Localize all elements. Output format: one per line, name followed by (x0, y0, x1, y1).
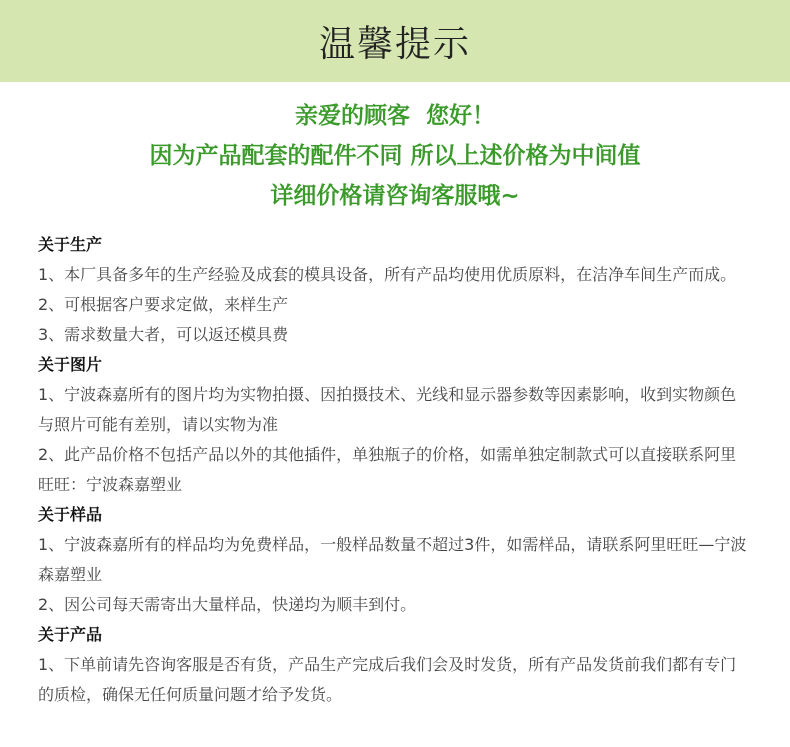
greeting-block (0, 96, 790, 216)
section-production (38, 230, 750, 350)
header-banner (0, 0, 790, 82)
section-heading-pictures: 关于图片 (38, 355, 103, 374)
list-item: 1、宁波森嘉所有的样品均为免费样品，一般样品数量不超过3件，如需样品，请联系阿里旺旺—宁波森嘉塑业 (38, 535, 747, 584)
list-item: 1、下单前请先咨询客服是否有货，产品生产完成后我们会及时发货，所有产品发货前我们都有专门的质检，确保无任何质量问题才给予发货。 (38, 655, 737, 704)
greeting-line-2: 因为产品配套的配件不同 所以上述价格为中间值 (149, 143, 641, 169)
list-item: 1、本厂具备多年的生产经验及成套的模具设备，所有产品均使用优质原料，在洁净车间生产而成。 (38, 265, 737, 284)
section-heading-products: 关于产品 (38, 625, 103, 644)
greeting-line-1: 亲爱的顾客 您好！ (294, 103, 495, 129)
section-samples (38, 500, 750, 620)
notice-content (0, 230, 790, 710)
list-item: 3、需求数量大者，可以返还模具费 (38, 325, 289, 344)
greeting-line-3: 详细价格请咨询客服哦~ (270, 183, 520, 209)
section-heading-samples: 关于样品 (38, 505, 103, 524)
section-heading-production: 关于生产 (38, 235, 103, 254)
list-item: 2、因公司每天需寄出大量样品，快递均为顺丰到付。 (38, 595, 417, 614)
list-item: 2、可根据客户要求定做，来样生产 (38, 295, 289, 314)
section-pictures (38, 350, 750, 500)
section-products (38, 620, 750, 710)
page-title: 温馨提示 (318, 23, 471, 65)
list-item: 1、宁波森嘉所有的图片均为实物拍摄、因拍摄技术、光线和显示器参数等因素影响，收到实物颜色与照片可能有差别，请以实物为准 (38, 385, 737, 434)
list-item: 2、此产品价格不包括产品以外的其他插件，单独瓶子的价格，如需单独定制款式可以直接联系阿里旺旺：宁波森嘉塑业 (38, 445, 737, 494)
